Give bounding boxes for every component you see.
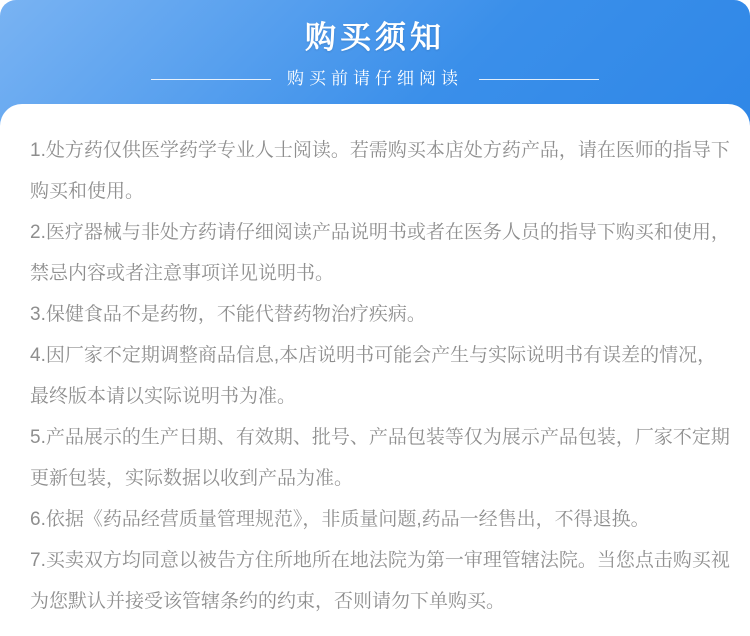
subtitle-divider-right: [479, 79, 599, 80]
notice-line: 更新包装，实际数据以收到产品为准。: [30, 468, 354, 489]
notice-item: [30, 499, 730, 540]
notice-item: [30, 540, 730, 622]
subtitle-divider-left: [151, 79, 271, 80]
notice-line: 2.医疗器械与非处方药请仔细阅读产品说明书或者在医务人员的指导下购买和使用，: [30, 222, 730, 243]
notice-line: 6.依据《药品经营质量管理规范》，非质量问题,药品一经售出，不得退换。: [30, 509, 650, 530]
notice-line: 5.产品展示的生产日期、有效期、批号、产品包装等仅为展示产品包装，厂家不定期: [30, 427, 730, 448]
notice-line: 禁忌内容或者注意事项详见说明书。: [30, 263, 335, 284]
page-subtitle: 购买前请仔细阅读: [287, 69, 463, 88]
subtitle-row: [0, 69, 750, 89]
notice-line: 1.处方药仅供医学药学专业人士阅读。若需购买本店处方药产品，请在医师的指导下: [30, 140, 730, 161]
notice-line: 购买和使用。: [30, 181, 145, 202]
notice-line: 为您默认并接受该管辖条约的约束，否则请勿下单购买。: [30, 591, 506, 612]
notice-item: [30, 417, 730, 499]
notice-card: [0, 104, 750, 636]
notice-line: 4.因厂家不定期调整商品信息,本店说明书可能会产生与实际说明书有误差的情况，: [30, 345, 717, 366]
notice-item: [30, 294, 730, 335]
notice-item: [30, 335, 730, 417]
page-title: 购买须知: [305, 20, 445, 55]
notice-item: [30, 212, 730, 294]
notice-line: 3.保健食品不是药物，不能代替药物治疗疾病。: [30, 304, 426, 325]
notice-item: [30, 130, 730, 212]
notice-list: [30, 130, 730, 622]
notice-line: 7.买卖双方均同意以被告方住所地所在地法院为第一审理管辖法院。当您点击购买视: [30, 550, 730, 571]
notice-line: 最终版本请以实际说明书为准。: [30, 386, 297, 407]
